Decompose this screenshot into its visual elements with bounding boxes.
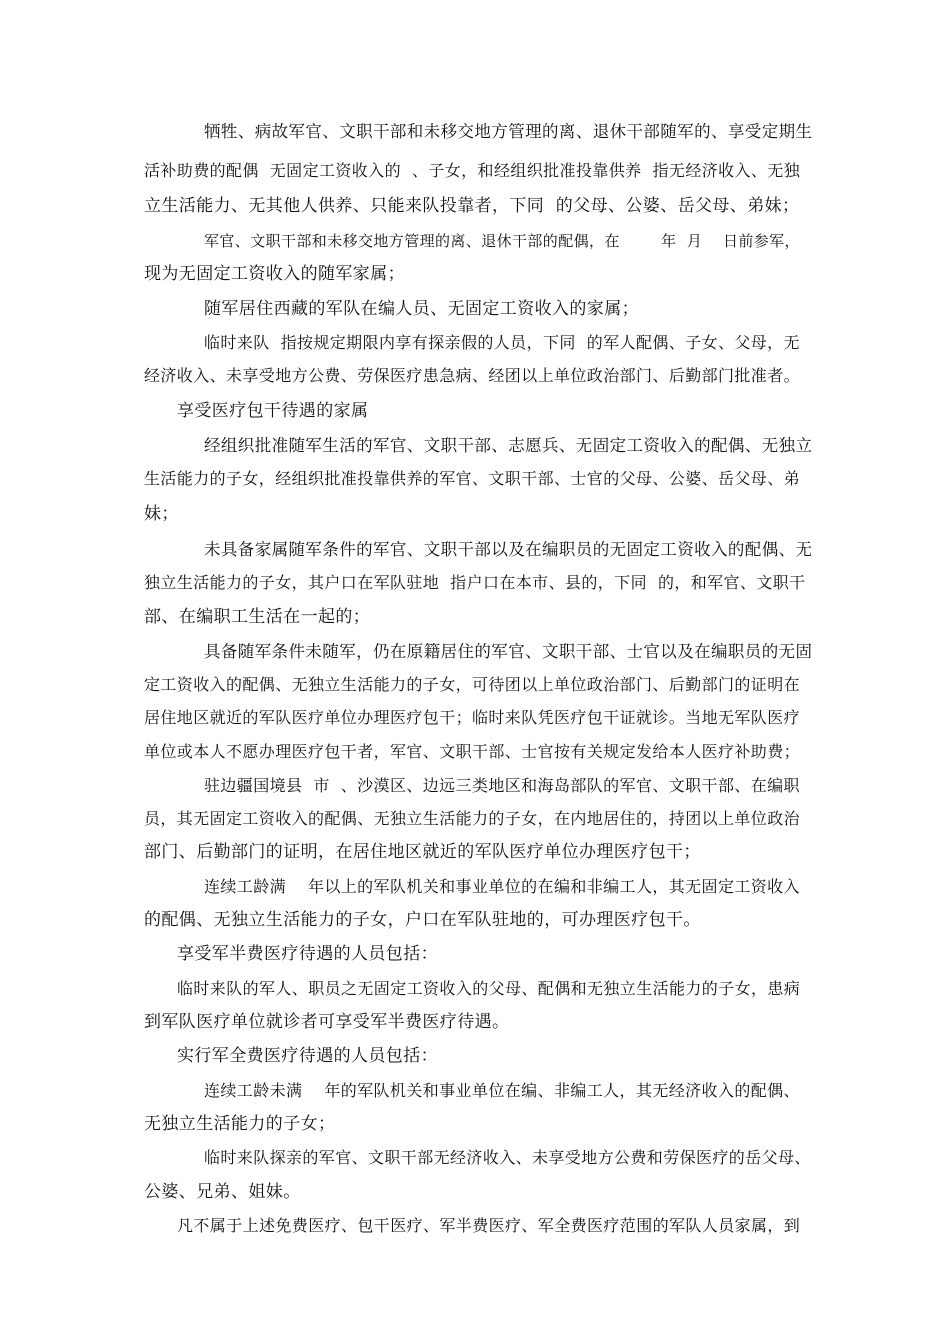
- text-line: 妹；: [144, 504, 179, 524]
- text-line: 随军居住西藏的军队在编人员、无固定工资收入的家属；: [204, 299, 639, 319]
- text-line: 具备随军条件未随军，仍在原籍居住的军官、文职干部、士官以及在编职员的无固: [204, 642, 813, 661]
- text-line: 驻边疆国境县 市 、沙漠区、边远三类地区和海岛部队的军官、文职干部、在编职: [204, 776, 800, 795]
- text-line: 连续工龄未满 年的军队机关和事业单位在编、非编工人，其无经济收入的配偶、: [204, 1081, 800, 1100]
- text-line: 公婆、兄弟、姐妹。: [144, 1182, 301, 1202]
- text-line: 立生活能力、无其他人供养、只能来队投靠者，下同 的父母、公婆、岳父母、弟妹；: [144, 196, 800, 216]
- text-line: 凡不属于上述免费医疗、包干医疗、军半费医疗、军全费医疗范围的军队人员家属，到: [177, 1216, 801, 1235]
- text-line: 居住地区就近的军队医疗单位办理医疗包干；临时来队凭医疗包干证就诊。当地无军队医疗: [144, 708, 801, 727]
- text-line: 军官、文职干部和未移交地方管理的离、退休干部的配偶，在 年 月 日前参军，: [204, 232, 800, 250]
- text-line: 部、在编职工生活在一起的；: [144, 607, 371, 627]
- text-line: 无独立生活能力的子女；: [144, 1114, 336, 1134]
- text-line: 独立生活能力的子女，其户口在军队驻地 指户口在本市、县的，下同 的，和军官、文职干: [144, 573, 806, 592]
- text-line: 连续工龄满 年以上的军队机关和事业单位的在编和非编工人，其无固定工资收入: [204, 877, 800, 896]
- text-line: 的配偶、无独立生活能力的子女，户口在军队驻地的，可办理医疗包干。: [144, 910, 701, 930]
- section-heading: 享受医疗包干待遇的家属: [177, 401, 369, 421]
- text-line: 经济收入、未享受地方公费、劳保医疗患急病、经团以上单位政治部门、后勤部门批准者。: [144, 366, 801, 385]
- text-line: 定工资收入的配偶、无独立生活能力的子女，可待团以上单位政治部门、后勤部门的证明在: [144, 675, 801, 694]
- text-line: 经组织批准随军生活的军官、文职干部、志愿兵、无固定工资收入的配偶、无独立: [204, 436, 813, 455]
- text-line: 单位或本人不愿办理医疗包干者，军官、文职干部、士官按有关规定发给本人医疗补助费；: [144, 742, 801, 761]
- section-heading: 实行军全费医疗待遇的人员包括：: [177, 1046, 438, 1066]
- text-line: 生活能力的子女，经组织批准投靠供养的军官、文职干部、士官的父母、公婆、岳父母、弟: [144, 469, 801, 488]
- text-line: 未具备家属随军条件的军官、文职干部以及在编职员的无固定工资收入的配偶、无: [204, 540, 813, 559]
- text-line: 临时来队的军人、职员之无固定工资收入的父母、配偶和无独立生活能力的子女，患病: [177, 979, 801, 998]
- section-heading: 享受军半费医疗待遇的人员包括：: [177, 944, 438, 964]
- text-line: 现为无固定工资收入的随军家属；: [144, 264, 405, 284]
- text-line: 到军队医疗单位就诊者可享受军半费医疗待遇。: [144, 1012, 510, 1032]
- text-line: 部门、后勤部门的证明，在居住地区就近的军队医疗单位办理医疗包干；: [144, 842, 701, 862]
- text-line: 牺牲、病故军官、文职干部和未移交地方管理的离、退休干部随军的、享受定期生: [204, 122, 813, 141]
- text-line: 临时来队 指按规定期限内享有探亲假的人员，下同 的军人配偶、子女、父母，无: [204, 333, 800, 352]
- text-line: 员，其无固定工资收入的配偶、无独立生活能力的子女，在内地居住的，持团以上单位政治: [144, 809, 801, 828]
- text-line: 活补助费的配偶 无固定工资收入的 、子女，和经组织批准投靠供养 指无经济收入、无独: [144, 161, 801, 180]
- text-line: 临时来队探亲的军官、文职干部无经济收入、未享受地方公费和劳保医疗的岳父母、: [204, 1148, 811, 1167]
